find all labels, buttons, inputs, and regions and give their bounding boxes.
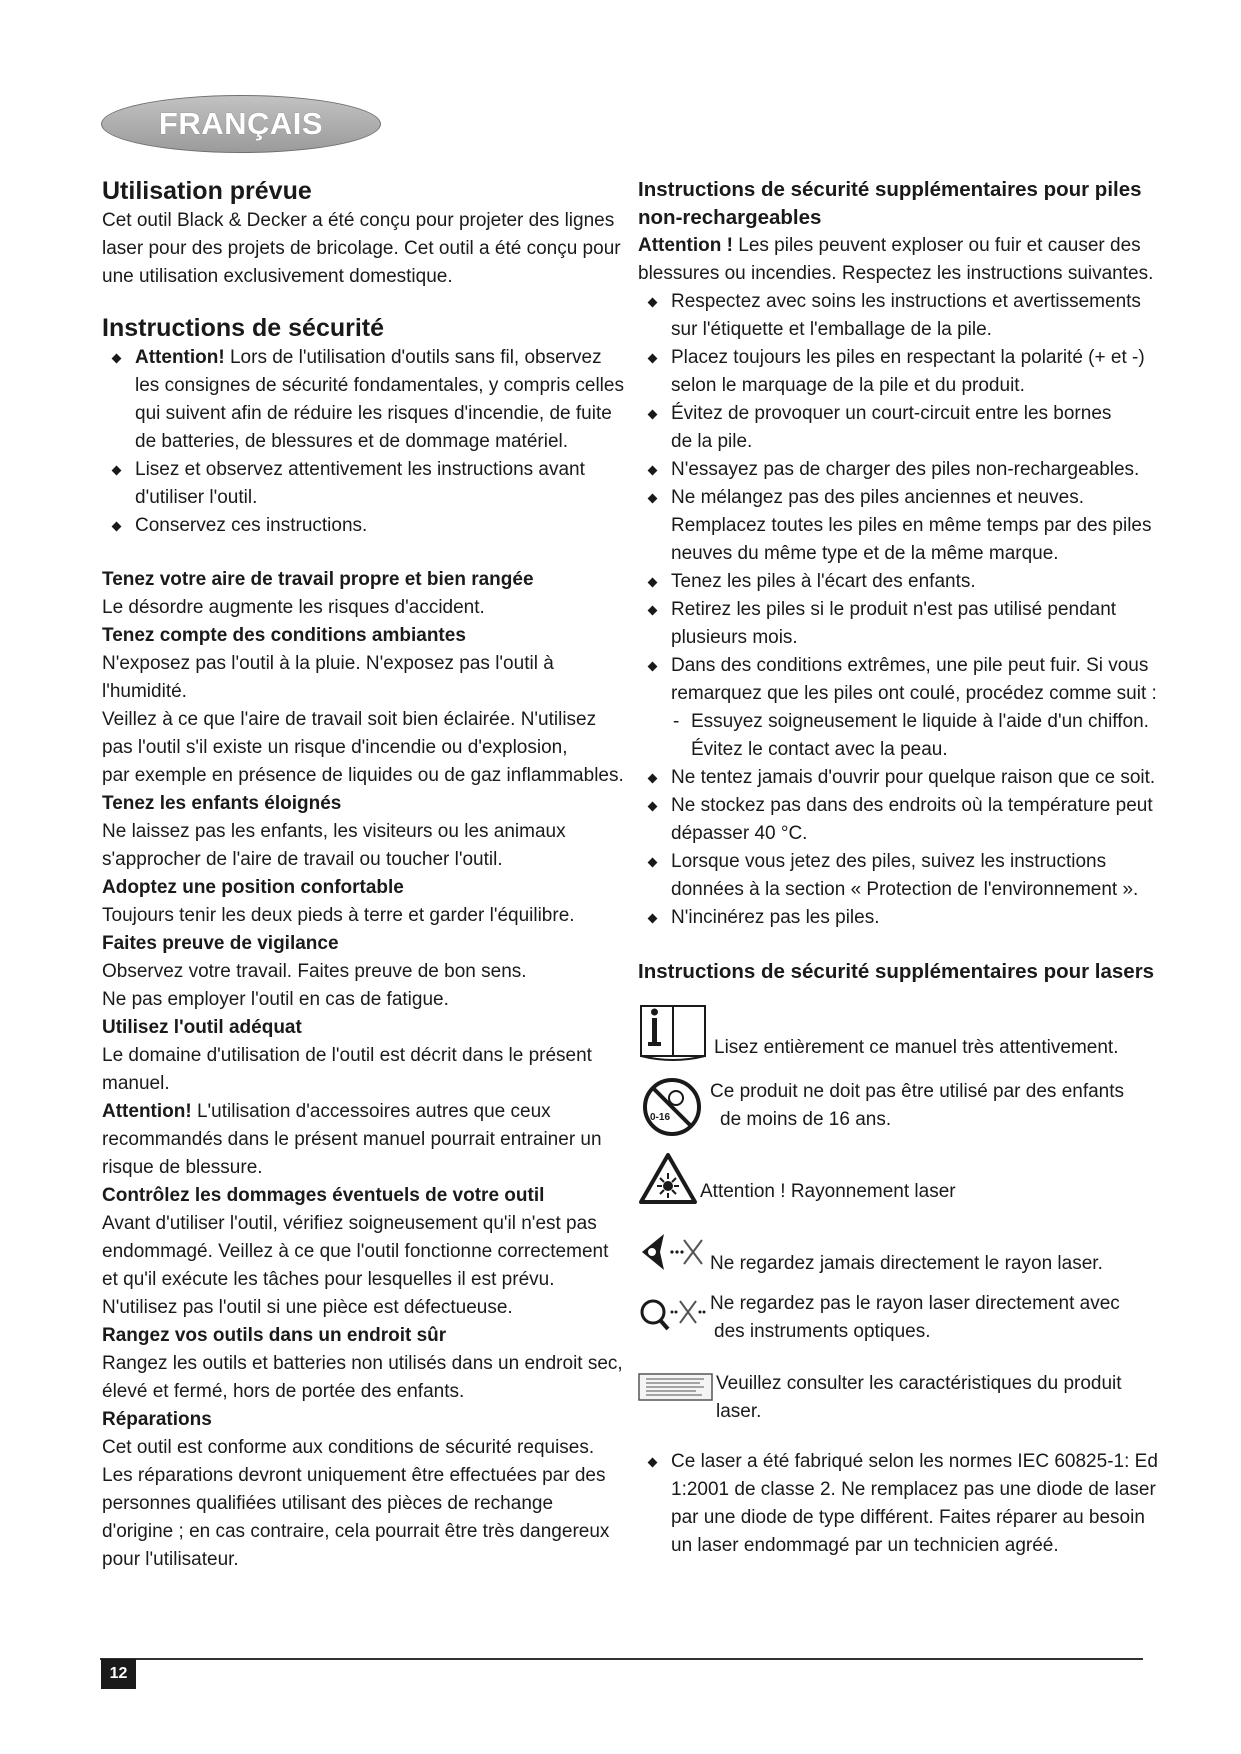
laser-instruction-row <box>638 1368 1158 1426</box>
laser-warning-icon <box>638 1152 698 1206</box>
list-item: Lisez et observez attentivement les instructions avant d'utiliser l'outil. <box>112 456 642 512</box>
no-children-icon-label: 0-16 <box>650 1112 671 1123</box>
list-item: Dans des conditions extrêmes, une pile peut fuir. Si vous remarquez que les piles ont coulé, procédez comme suit : - Essuyez soigneusement le liquide à l'aide d'un chiffon. Évitez le contact avec la peau. <box>648 652 1158 764</box>
no-optics-icon <box>638 1292 708 1338</box>
laser-instruction-text: Veuillez consulter les caractéristiques du produit laser. <box>716 1373 1122 1422</box>
vigilance-heading: Faites preuve de vigilance <box>102 933 339 954</box>
laser-standard-bullet <box>648 1448 1158 1560</box>
laser-instruction-row <box>638 1002 1158 1062</box>
repairs-heading: Réparations <box>102 1409 212 1430</box>
intended-use-title: Utilisation prévue <box>102 177 312 205</box>
batteries-title: Instructions de sécurité supplémentaires pour piles non-rechargeables <box>638 178 1142 229</box>
work-area-heading: Tenez votre aire de travail propre et bien rangée <box>102 569 534 590</box>
storage-text: Rangez les outils et batteries non utilisés dans un endroit sec, élevé et fermé, hors de portée des enfants. <box>102 1353 623 1402</box>
list-item: Placez toujours les piles en respectant la polarité (+ et -) selon le marquage de la pile et du produit. <box>648 344 1158 400</box>
page-number: 12 <box>101 1659 136 1689</box>
laser-instruction-text: Attention ! Rayonnement laser <box>700 1181 956 1202</box>
right-tool-heading: Utilisez l'outil adéquat <box>102 1017 302 1038</box>
list-item: Évitez de provoquer un court-circuit entre les bornes de la pile. <box>648 400 1158 456</box>
position-text: Toujours tenir les deux pieds à terre et garder l'équilibre. <box>102 905 575 926</box>
damage-heading: Contrôlez les dommages éventuels de votre outil <box>102 1185 545 1206</box>
intended-use-text: Cet outil Black & Decker a été conçu pour projeter des lignes laser pour des projets de bricolage. Cet outil a été conçu pour une utilisation exclusivement domestique. <box>102 210 621 287</box>
battery-bullets <box>648 288 1158 932</box>
list-item: Attention! Lors de l'utilisation d'outils sans fil, observez les consignes de sécurité fondamentales, y compris celles qui suivent afin de réduire les risques d'incendie, de fuite de batteries, de blessures et de dommage matériel. <box>112 344 642 456</box>
right-tool-text: Le domaine d'utilisation de l'outil est décrit dans le présent manuel. Attention! L'utilisation d'accessoires autres que ceux recommandés dans le présent manuel pourrait entrainer un risque de blessure. <box>102 1045 602 1178</box>
list-item: Ne stockez pas dans des endroits où la température peut dépasser 40 °C. <box>648 792 1158 848</box>
laser-instruction-text: Ce produit ne doit pas être utilisé par des enfants de moins de 16 ans. <box>710 1081 1125 1130</box>
safety-bullets <box>112 344 642 540</box>
environment-heading: Tenez compte des conditions ambiantes <box>102 625 466 646</box>
laser-instruction-text: Ne regardez jamais directement le rayon laser. <box>710 1253 1103 1274</box>
environment-text: N'exposez pas l'outil à la pluie. N'exposez pas l'outil à l'humidité. Veillez à ce que l'aire de travail soit bien éclairée. N'utilisez pas l'outil s'il existe un risque d'incendie ou d'explosion, par exemple en présence de liquides ou de gaz inflammables. <box>102 653 624 786</box>
no-children-icon <box>638 1076 706 1138</box>
position-heading: Adoptez une position confortable <box>102 877 404 898</box>
list-item: Tenez les piles à l'écart des enfants. <box>648 568 1158 596</box>
language-badge <box>101 95 381 153</box>
laser-instruction-text: Ne regardez pas le rayon laser directement avec des instruments optiques. <box>710 1293 1120 1342</box>
repairs-text: Cet outil est conforme aux conditions de sécurité requises. Les réparations devront uniquement être effectuées par des personnes qualifiées utilisant des pièces de rechange d'origine ; en cas contraire, cela pourrait être très dangereux pour l'utilisateur. <box>102 1437 610 1570</box>
list-item: Conservez ces instructions. <box>112 512 642 540</box>
list-item: N'incinérez pas les piles. <box>648 904 1158 932</box>
language-badge-label: FRANÇAIS <box>158 106 324 141</box>
list-item: Ce laser a été fabriqué selon les normes IEC 60825-1: Ed 1:2001 de classe 2. Ne remplacez pas une diode de laser par une diode de type différent. Faites réparer au besoin un laser endommagé par un technicien agréé. <box>648 1448 1158 1560</box>
list-item: Retirez les piles si le produit n'est pas utilisé pendant plusieurs mois. <box>648 596 1158 652</box>
right-column <box>638 176 1158 1560</box>
list-item: N'essayez pas de charger des piles non-rechargeables. <box>648 456 1158 484</box>
work-area-text: Le désordre augmente les risques d'accident. <box>102 597 485 618</box>
no-stare-icon <box>638 1224 706 1278</box>
list-item: Ne tentez jamais d'ouvrir pour quelque raison que ce soit. <box>648 764 1158 792</box>
lasers-title: Instructions de sécurité supplémentaires pour lasers <box>638 960 1155 983</box>
laser-label-icon <box>638 1368 714 1408</box>
laser-instruction-text: Lisez entièrement ce manuel très attentivement. <box>714 1037 1119 1058</box>
children-heading: Tenez les enfants éloignés <box>102 793 342 814</box>
laser-instruction-row <box>638 1292 1158 1346</box>
batteries-attention: Attention ! Les piles peuvent exploser ou fuir et causer des blessures ou incendies. Respectez les instructions suivantes. <box>638 235 1154 284</box>
laser-instruction-row <box>638 1152 1158 1206</box>
children-text: Ne laissez pas les enfants, les visiteurs ou les animaux s'approcher de l'aire de travail ou toucher l'outil. <box>102 821 566 870</box>
read-manual-icon <box>638 1002 708 1062</box>
storage-heading: Rangez vos outils dans un endroit sûr <box>102 1325 447 1346</box>
dash-item: - Essuyez soigneusement le liquide à l'aide d'un chiffon. Évitez le contact avec la peau. <box>673 711 1149 760</box>
list-item: Respectez avec soins les instructions et avertissements sur l'étiquette et l'emballage de la pile. <box>648 288 1158 344</box>
left-column <box>102 176 642 1574</box>
safety-title: Instructions de sécurité <box>102 314 385 342</box>
list-item: Lorsque vous jetez des piles, suivez les instructions données à la section « Protection de l'environnement ». <box>648 848 1158 904</box>
vigilance-text: Observez votre travail. Faites preuve de bon sens. Ne pas employer l'outil en cas de fatigue. <box>102 961 527 1010</box>
laser-instruction-row <box>638 1224 1158 1278</box>
footer-rule <box>100 1658 1143 1660</box>
list-item: Ne mélangez pas des piles anciennes et neuves. Remplacez toutes les piles en même temps par des piles neuves du même type et de la même marque. <box>648 484 1158 568</box>
damage-text: Avant d'utiliser l'outil, vérifiez soigneusement qu'il n'est pas endommagé. Veillez à ce que l'outil fonctionne correctement et qu'il exécute les tâches pour lesquelles il est prévu. N'utilisez pas l'outil si une pièce est défectueuse. <box>102 1213 609 1318</box>
laser-instruction-row <box>638 1076 1158 1138</box>
